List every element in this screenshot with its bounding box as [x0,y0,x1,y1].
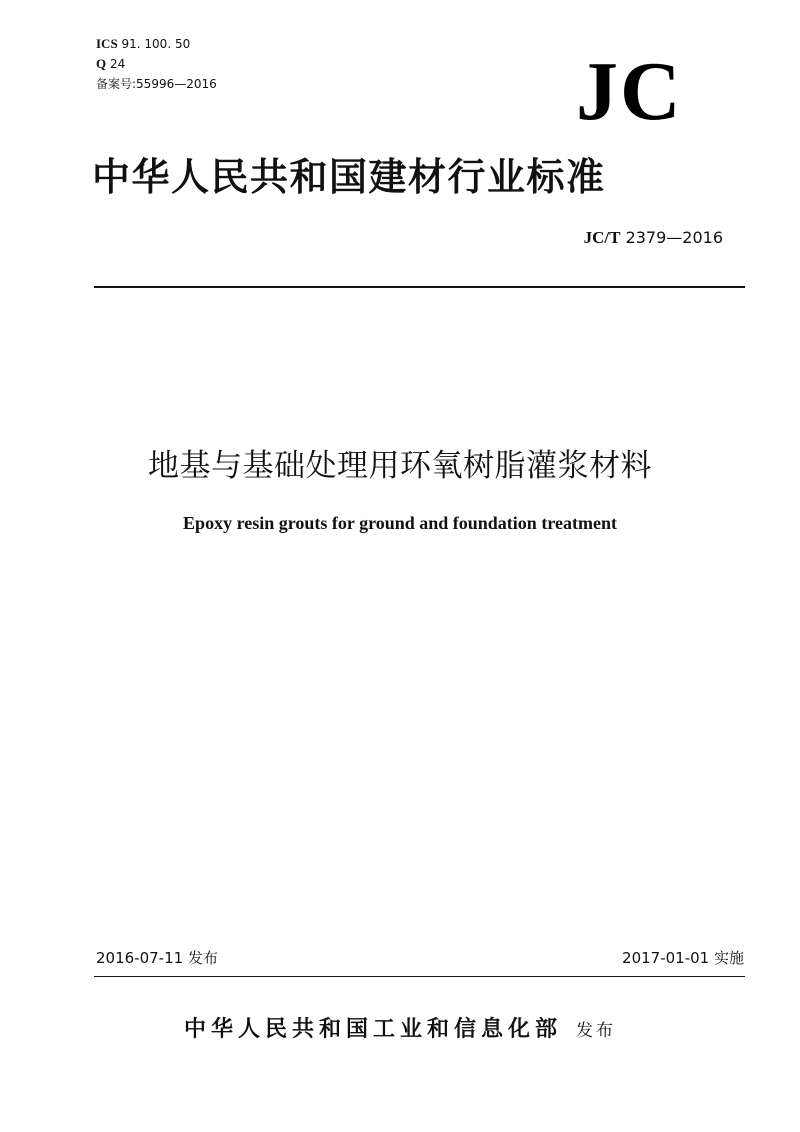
standard-number [584,228,723,248]
filing-value: 55996—2016 [136,77,217,91]
standard-title: 中华人民共和国建材行业标准 [92,155,606,199]
publisher-line [0,1012,800,1043]
issue-date: 2016-07-11 发布 [96,949,218,967]
filing-label: 备案号: [96,77,137,91]
publisher-organization: 中华人民共和国工业和信息化部 [183,1016,562,1042]
ccs-label: Q [96,56,107,71]
implementation-date: 2017-01-01 实施 [622,949,744,967]
ics-value: 91. 100. 50 [121,37,191,51]
ccs-value: 24 [109,57,126,71]
top-divider [94,286,745,288]
document-title-en: Epoxy resin grouts for ground and foundation treatment [183,513,617,533]
standard-number-value: 2379—2016 [625,228,723,247]
standard-code: JC/T [583,228,621,247]
publisher-action: 发布 [576,1021,616,1041]
document-title-cn: 地基与基础处理用环氧树脂灌浆材料 [148,448,652,484]
ccs-line [96,54,217,74]
filing-line [96,74,217,94]
classification-block [96,34,217,94]
ics-line [96,34,217,54]
jc-logo: JC [576,45,683,138]
ics-label: ICS [96,36,118,51]
bottom-divider [94,976,745,977]
